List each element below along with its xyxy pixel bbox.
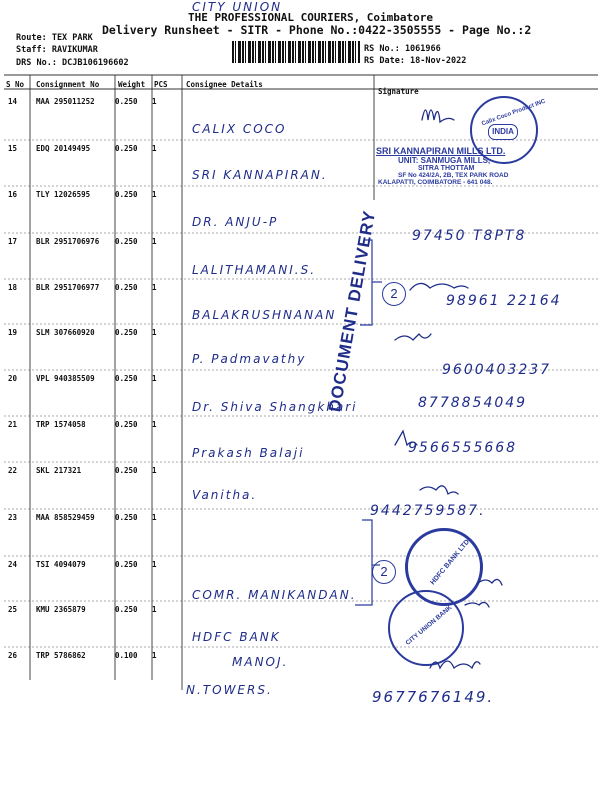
row-consignment: TRP 5786862 — [36, 651, 86, 660]
rs-date: RS Date: 18-Nov-2022 — [364, 56, 467, 66]
runsheet-subtitle: Delivery Runsheet - SITR - Phone No.:0422-3505555 - Page No.:2 — [102, 23, 532, 37]
row-pcs: 1 — [152, 283, 157, 292]
row-consignee: Dr. Shiva Shangkhari — [192, 400, 358, 414]
row-pcs: 1 — [152, 466, 157, 475]
row-sno: 15 — [8, 144, 18, 153]
row-consignee: BALAKRUSHNANAN — [192, 308, 337, 322]
row-pcs: 1 — [152, 420, 157, 429]
row-signature-phone: 9442759587. — [370, 503, 486, 519]
row-consignment: TRP 1574058 — [36, 420, 86, 429]
row-consignment: SLM 307660920 — [36, 328, 95, 337]
row-pcs: 1 — [152, 560, 157, 569]
staff-label: Staff: RAVIKUMAR — [16, 45, 98, 55]
row-signature-phone: 9566555668 — [408, 440, 518, 456]
row-signature-phone: 9600403237 — [442, 362, 552, 378]
calix-seal-text: Calix Coco Product INC — [481, 98, 547, 128]
row-consignee: HDFC BANK — [192, 630, 281, 644]
row-weight: 0.250 — [115, 237, 138, 246]
rs-number: RS No.: 1061966 — [364, 44, 441, 54]
row-pcs: 1 — [152, 651, 157, 660]
row-consignment: MAA 295011252 — [36, 97, 95, 106]
row-pcs: 1 — [152, 328, 157, 337]
row-weight: 0.250 — [115, 328, 138, 337]
row-pcs: 1 — [152, 237, 157, 246]
row-pcs: 1 — [152, 144, 157, 153]
circled-number-1: 2 — [382, 282, 406, 306]
row-consignment: BLR 2951706976 — [36, 237, 100, 246]
row-pcs: 1 — [152, 605, 157, 614]
row-sno: 14 — [8, 97, 18, 106]
row-sno: 21 — [8, 420, 18, 429]
col-consignment: Consignment No — [36, 80, 100, 89]
col-signature: Signature — [378, 87, 419, 96]
row-consignee: Vanitha. — [192, 488, 258, 502]
row-weight: 0.250 — [115, 144, 138, 153]
row-signature-phone: 97450 T8PT8 — [412, 228, 527, 244]
row-sno: 20 — [8, 374, 18, 383]
row-consignee: LALITHAMANI.S. — [192, 263, 317, 277]
row-weight: 0.250 — [115, 513, 138, 522]
row-sno: 19 — [8, 328, 18, 337]
signature-row-21 — [395, 431, 417, 445]
row-pcs: 1 — [152, 374, 157, 383]
signature-row-18 — [410, 283, 468, 290]
union-bank-seal-text: CITY UNION BANK — [404, 604, 454, 647]
row-pcs: 1 — [152, 97, 157, 106]
handwritten-manoj: MANOJ. — [232, 655, 289, 669]
calix-seal-india: INDIA — [488, 124, 518, 140]
row-sno: 22 — [8, 466, 18, 475]
circled-number-2: 2 — [372, 560, 396, 584]
handwritten-towers: N.TOWERS. — [186, 683, 273, 697]
row-consignee: Prakash Balaji — [192, 446, 305, 460]
signature-row-14 — [422, 110, 454, 122]
row-consignment: EDQ 20149495 — [36, 144, 91, 153]
row-consignment: VPL 940385509 — [36, 374, 95, 383]
row-weight: 0.250 — [115, 466, 138, 475]
signature-row-24 — [478, 579, 502, 585]
handwritten-phone-last: 9677676149. — [372, 688, 495, 706]
row-weight: 0.250 — [115, 605, 138, 614]
signature-row-19 — [395, 334, 431, 340]
row-weight: 0.250 — [115, 97, 138, 106]
row-sno: 26 — [8, 651, 18, 660]
col-pcs: PCS — [154, 80, 168, 89]
row-consignment: KMU 2365879 — [36, 605, 86, 614]
row-weight: 0.250 — [115, 190, 138, 199]
row-pcs: 1 — [152, 513, 157, 522]
row-consignee: SRI KANNAPIRAN. — [192, 168, 328, 182]
row-weight: 0.250 — [115, 374, 138, 383]
hdfc-seal-text: HDFC BANK LTD — [429, 538, 472, 587]
signature-row-26 — [430, 661, 480, 668]
row-consignee: CALIX COCO — [192, 122, 287, 136]
row-consignment: BLR 2951706977 — [36, 283, 100, 292]
row-consignment: MAA 858529459 — [36, 513, 95, 522]
document-delivery-stamp: DOCUMENT DELIVERY — [325, 208, 380, 414]
col-weight: Weight — [118, 80, 146, 89]
row-consignee: CITY UNION — [192, 0, 283, 14]
row-consignee: COMR. MANIKANDAN. — [192, 588, 357, 602]
signature-row-25 — [465, 602, 489, 607]
mill-stamp-city: KALAPATTI, COIMBATORE - 641 048. — [378, 179, 493, 186]
row-sno: 24 — [8, 560, 18, 569]
row-consignment: TLY 12026595 — [36, 190, 91, 199]
mill-stamp-unit: UNIT: SANMUGA MILLS, — [398, 156, 491, 165]
row-weight: 0.100 — [115, 651, 138, 660]
row-consignment: SKL 217321 — [36, 466, 82, 475]
row-consignee: P. Padmavathy — [192, 352, 307, 366]
mill-stamp-area: SITRA THOTTAM — [418, 165, 475, 172]
company-title: THE PROFESSIONAL COURIERS, Coimbatore — [188, 11, 434, 24]
row-sno: 16 — [8, 190, 18, 199]
route-label: Route: TEX PARK — [16, 33, 93, 43]
row-weight: 0.250 — [115, 560, 138, 569]
drs-number: DRS No.: DCJB106196602 — [16, 58, 129, 68]
row-sno: 25 — [8, 605, 18, 614]
row-signature-phone: 98961 22164 — [446, 293, 562, 309]
row-consignee: DR. ANJU-P — [192, 215, 279, 229]
mill-stamp-name: SRI KANNAPIRAN MILLS LTD. — [376, 146, 506, 156]
col-sno: S No — [6, 80, 25, 89]
row-weight: 0.250 — [115, 283, 138, 292]
row-signature-phone: 8778854049 — [418, 395, 528, 411]
row-pcs: 1 — [152, 190, 157, 199]
row-weight: 0.250 — [115, 420, 138, 429]
mill-stamp-address: SF No 424/2A, 2B, TEX PARK ROAD — [398, 172, 509, 179]
row-consignment: TSI 4094079 — [36, 560, 86, 569]
row-sno: 17 — [8, 237, 18, 246]
col-consignee: Consignee Details — [186, 80, 263, 89]
row-sno: 23 — [8, 513, 18, 522]
row-sno: 18 — [8, 283, 18, 292]
signature-row-22 — [420, 486, 458, 494]
